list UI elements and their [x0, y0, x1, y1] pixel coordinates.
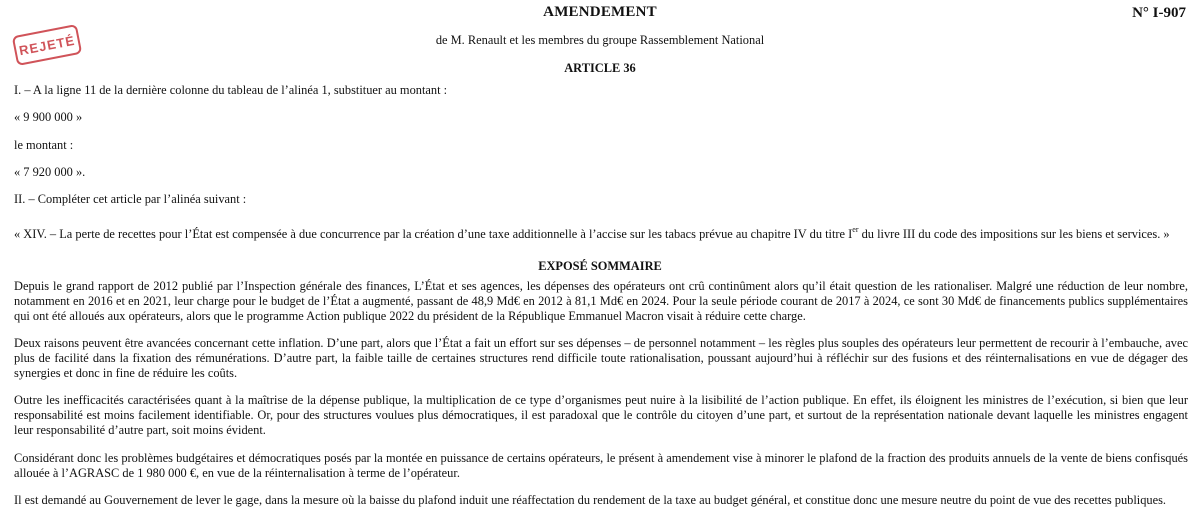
amendment-line-6-sup: er	[852, 225, 859, 234]
expose-paragraph-3: Outre les inefficacités caractérisées quant à la maîtrise de la dépense publique, la multiplication de ce type d’organismes peut nuire à la lisibilité de l’action publique. En effet, ils éloignent les ministres de l’exécution, si bien que leur responsabilité est moins facilement identifiable. Or, pour des structures voulues plus démocratiques, il est paradoxal que le contrôle du citoyen d’une part, et surtout de la représentation nationale devant laquelle les ministres engagent leur responsabilité d’autre part, soit moins évident.	[14, 393, 1188, 437]
authors-line: de M. Renault et les membres du groupe Rassemblement National	[435, 33, 765, 47]
amendment-line-2: « 9 900 000 »	[14, 110, 83, 124]
expose-paragraph-5: Il est demandé au Gouvernement de lever le gage, dans la mesure où la baisse du plafond induit une réaffectation du rendement de la taxe au budget général, et constitue donc une mesure neutre du point de vue des recettes publiques.	[14, 493, 1167, 507]
amendment-line-6-end: du livre III du code des impositions sur les biens et services. »	[858, 227, 1170, 241]
expose-paragraph-1: Depuis le grand rapport de 2012 publié par l’Inspection générale des finances, L’État et ses agences, les dépenses des opérateurs ont crû continûment alors qu’il était question de les rationaliser. Malgré une réduction de leur nombre, notamment en 2016 et en 2021, leur charge pour le budget de l’État a augmenté, passant de 48,9 Md€ en 2012 à 81,1 Md€ en 2024. Pour la seule période courant de 2017 à 2024, ce sont 30 Md€ de financements publics supplémentaires qui ont été alloués aux opérateurs, alors que le programme Action publique 2022 du président de la République Emmanuel Macron visait à réduire cette charge.	[14, 279, 1188, 323]
article-heading: ARTICLE 36	[564, 61, 636, 75]
rejected-stamp: REJETÉ	[12, 24, 83, 66]
expose-paragraph-4: Considérant donc les problèmes budgétaires et démocratiques posés par la montée en puissance de certains opérateurs, le présent à amendement vise à minorer le plafond de la fraction des produits annuels de la vente de biens confisqués allouée à l’AGRASC de 1 980 000 €, en vue de la réinternalisation à terme de l’opérateur.	[14, 451, 1188, 480]
expose-paragraph-2: Deux raisons peuvent être avancées concernant cette inflation. D’une part, alors que l’État a fait un effort sur ses dépenses – de personnel notamment – les règles plus souples des opérateurs leur permettent de recourir à l’embauche, avec plus de facilité dans la fixation des rémunérations. D’autre part, la faible taille de certaines structures rend difficile toute rationalisation, poussant aujourd’hui à réfléchir sur des fusions et des réinternalisations en vue de dégager des synergies et donc in fine de réduire les coûts.	[14, 336, 1188, 380]
amendment-line-4: « 7 920 000 ».	[14, 165, 86, 179]
amendment-line-5: II. – Compléter cet article par l’alinéa suivant :	[14, 192, 247, 206]
amendment-line-6-text: « XIV. – La perte de recettes pour l’État est compensée à due concurrence par la création d’une taxe additionnelle à l’accise sur les tabacs prévue au chapitre IV du titre I	[14, 227, 853, 241]
amendment-line-3: le montant :	[14, 138, 74, 152]
amendment-line-6	[14, 227, 1189, 242]
document-title: AMENDEMENT	[543, 4, 657, 20]
amendment-number: N° I-907	[1132, 5, 1186, 21]
amendment-line-1: I. – A la ligne 11 de la dernière colonne du tableau de l’alinéa 1, substituer au montant :	[14, 83, 448, 97]
expose-heading: EXPOSÉ SOMMAIRE	[538, 259, 662, 273]
